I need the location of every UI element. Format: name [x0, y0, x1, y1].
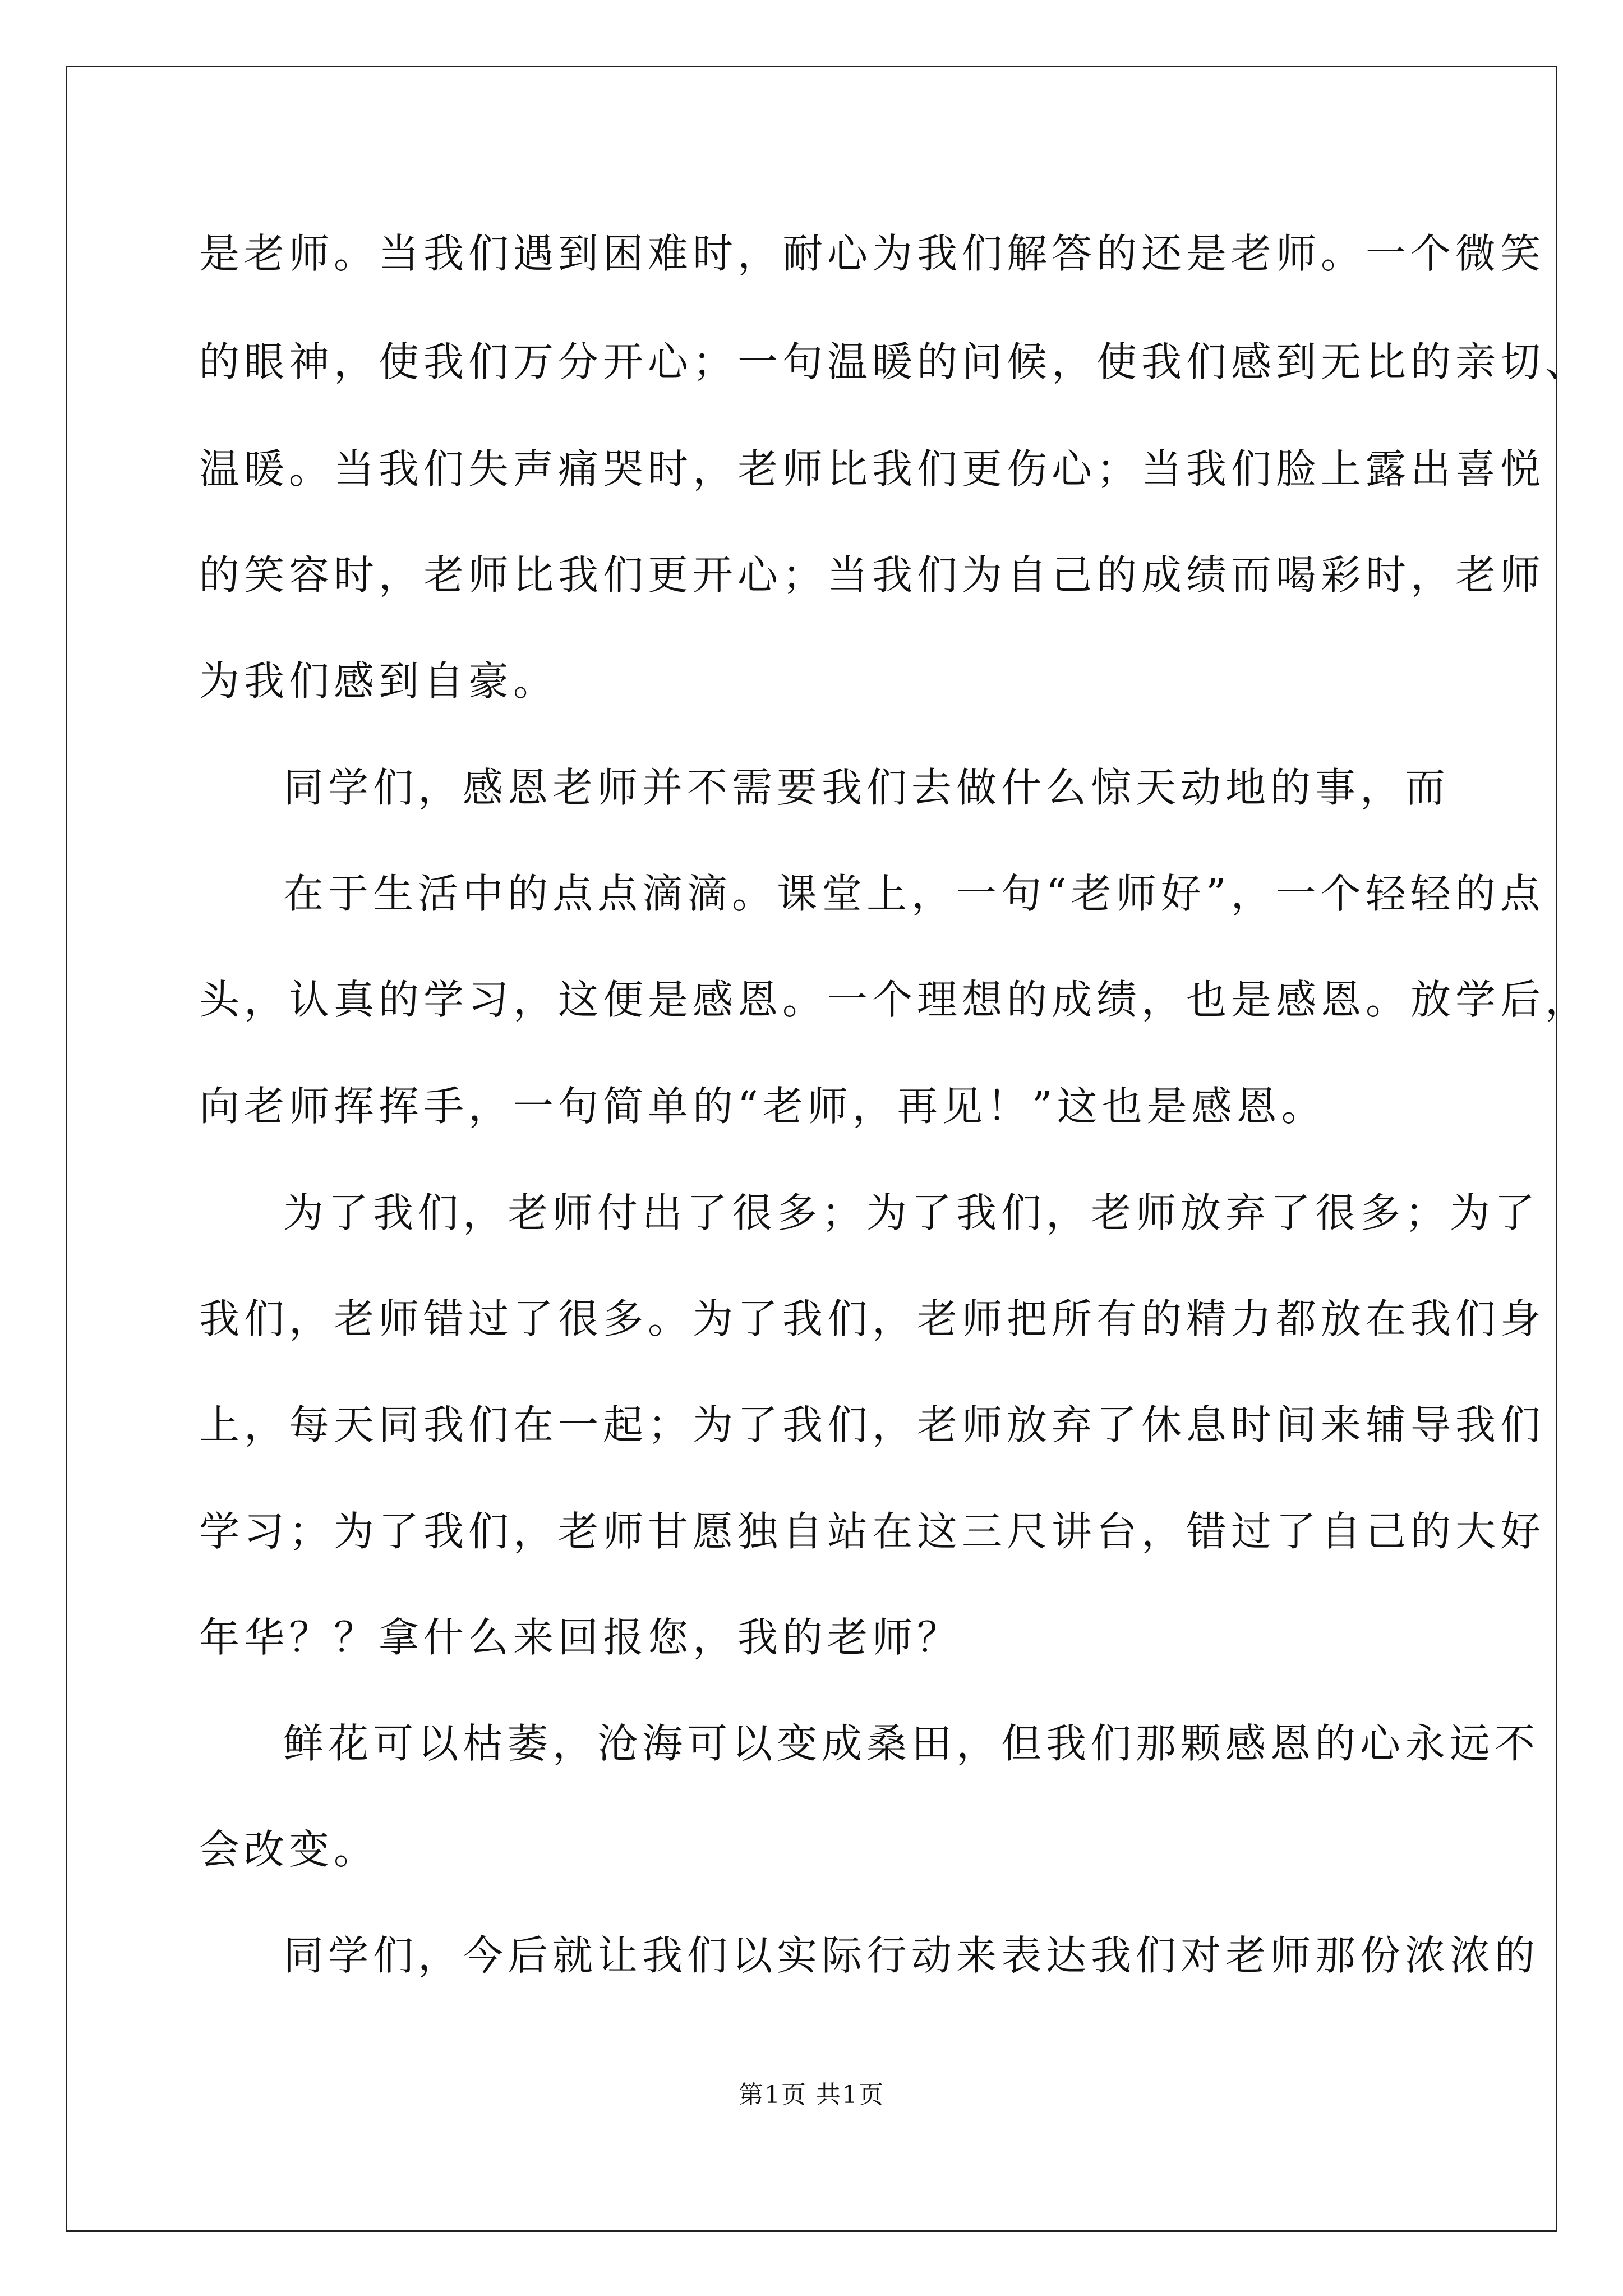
page-footer: 第1页 共1页 — [739, 2081, 884, 2109]
text-line: 我们，老师错过了很多。为了我们，老师把所有的精力都放在我们身 — [199, 1295, 1546, 1342]
text-line: 为我们感到自豪。 — [199, 657, 559, 705]
text-line: 上，每天同我们在一起；为了我们，老师放弃了休息时间来辅导我们 — [199, 1401, 1546, 1448]
text-line: 在于生活中的点点滴滴。课堂上，一句“老师好”，一个轻轻的点 — [283, 870, 1545, 917]
text-line: 的笑容时，老师比我们更开心；当我们为自己的成绩而喝彩时，老师 — [199, 551, 1546, 599]
text-line: 温暖。当我们失声痛哭时，老师比我们更伤心；当我们脸上露出喜悦 — [199, 445, 1546, 493]
page-border — [66, 66, 1557, 2232]
text-line: 同学们，今后就让我们以实际行动来表达我们对老师那份浓浓的 — [283, 1932, 1540, 1979]
text-line: 同学们，感恩老师并不需要我们去做什么惊天动地的事，而 — [283, 764, 1450, 811]
text-line: 鲜花可以枯萎，沧海可以变成桑田，但我们那颗感恩的心永远不 — [283, 1720, 1540, 1767]
text-line: 学习；为了我们，老师甘愿独自站在这三尺讲台，错过了自己的大好 — [199, 1508, 1546, 1555]
text-line: 头，认真的学习，这便是感恩。一个理想的成绩，也是感恩。放学后， — [199, 976, 1590, 1023]
text-line: 年华？？拿什么来回报您，我的老师？ — [199, 1614, 962, 1661]
text-line: 的眼神，使我们万分开心；一句温暖的问候，使我们感到无比的亲切、 — [199, 338, 1590, 385]
text-line: 是老师。当我们遇到困难时，耐心为我们解答的还是老师。一个微笑 — [199, 230, 1546, 277]
text-line: 会改变。 — [199, 1826, 379, 1873]
text-line: 向老师挥挥手，一句简单的“老师，再见！”这也是感恩。 — [199, 1083, 1326, 1130]
text-line: 为了我们，老师付出了很多；为了我们，老师放弃了很多；为了 — [283, 1189, 1540, 1236]
